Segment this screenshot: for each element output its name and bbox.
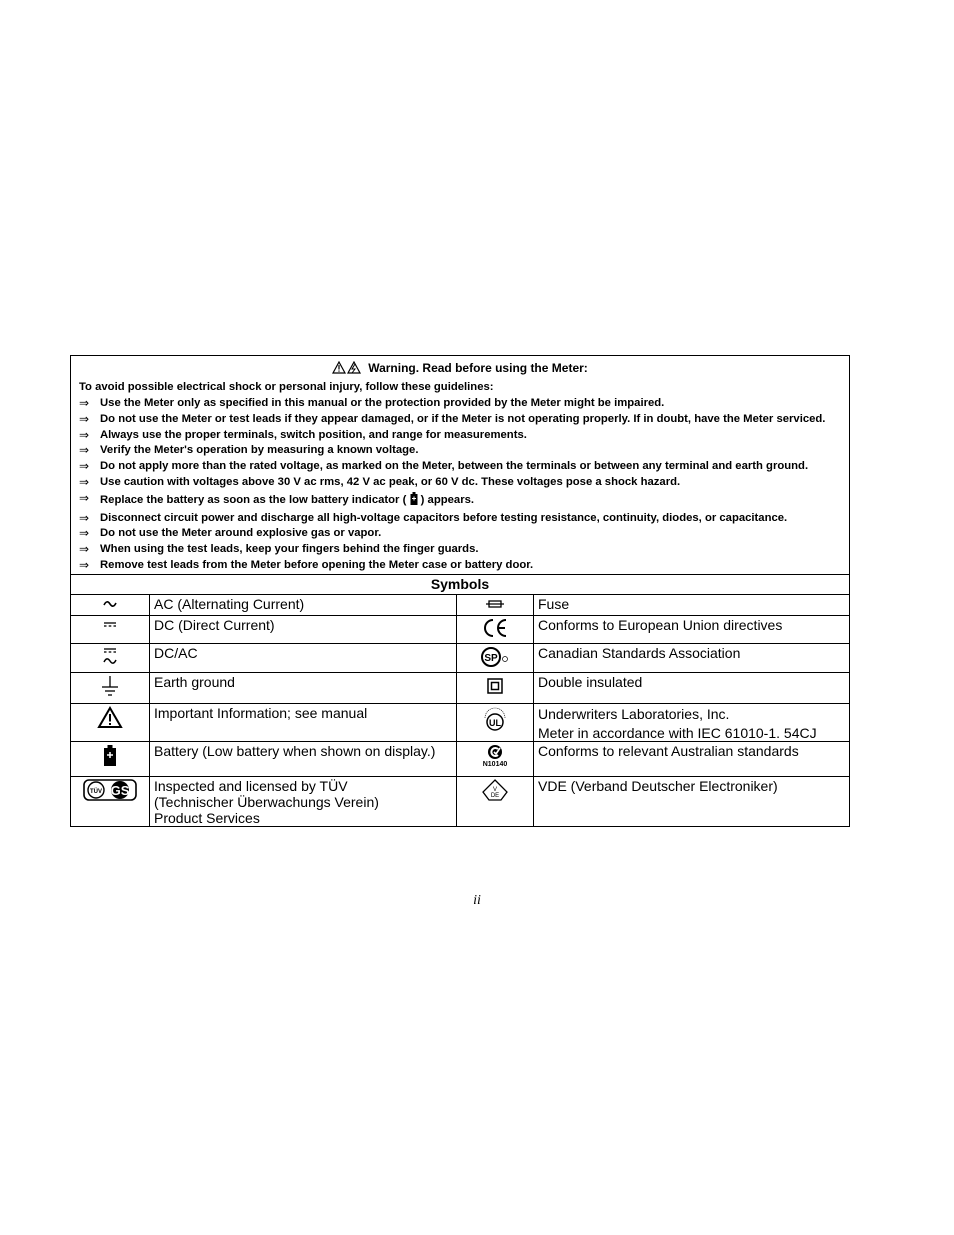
symbol-row	[71, 615, 849, 643]
symbol-description: Important Information; see manual	[150, 703, 457, 741]
symbol-row	[71, 594, 849, 615]
warning-item	[79, 527, 841, 540]
svg-text:V: V	[492, 786, 498, 793]
csa-mark-icon	[480, 652, 510, 672]
battery-icon	[103, 754, 117, 770]
page-number: ii	[473, 893, 481, 908]
ul-mark-icon	[481, 717, 509, 738]
c-tick-icon	[461, 743, 529, 761]
warning-intro: To avoid possible electrical shock or personal injury, follow these guidelines:	[79, 381, 494, 393]
symbol-description: Canadian Standards Association	[534, 643, 850, 672]
svg-text:TÜV: TÜV	[90, 788, 102, 795]
warning-item-text: Verify the Meter's operation by measuring a known voltage.	[100, 444, 419, 457]
symbol-description-line: Inspected and licensed by TÜV	[154, 777, 348, 794]
symbol-description: DC (Direct Current)	[150, 615, 457, 643]
warning-item	[79, 444, 841, 457]
battery-item-text-after: ) appears.	[420, 493, 475, 506]
warning-item-battery	[79, 492, 841, 509]
earth-ground-icon	[100, 685, 120, 701]
svg-text:DE: DE	[490, 792, 500, 799]
symbol-description: Battery (Low battery when shown on display.)	[150, 741, 457, 776]
vde-mark-icon	[481, 786, 509, 805]
warning-title-line	[79, 361, 841, 377]
warning-item-text: When using the test leads, keep your fingers behind the finger guards.	[100, 543, 479, 556]
ac-tilde-icon	[102, 599, 118, 615]
symbol-description: AC (Alternating Current)	[150, 594, 457, 615]
safety-information-box	[70, 355, 850, 827]
bullet-arrow: ⇒	[79, 526, 90, 541]
warning-item-text: Always use the proper terminals, switch position, and range for measurements.	[100, 428, 527, 441]
warning-item-text: Do not use the Meter around explosive gas or vapor.	[100, 527, 382, 540]
bullet-arrow: ⇒	[79, 474, 90, 489]
warning-item-text: Do not use the Meter or test leads if they appear damaged, or if the Meter is not operating properly. If in doubt, have the Meter serviced.	[100, 412, 826, 425]
bullet-arrow: ⇒	[79, 510, 90, 525]
warning-triangle-icon	[97, 718, 123, 734]
symbol-row	[71, 643, 849, 672]
symbols-heading: Symbols	[71, 574, 849, 594]
symbol-description-secondary: Meter in accordance with IEC 61010-1. 54CJ	[538, 724, 817, 741]
svg-text:UL: UL	[489, 717, 501, 728]
warning-item	[79, 476, 841, 489]
battery-icon	[410, 492, 418, 509]
battery-item-text-before: Replace the battery as soon as the low battery indicator (	[100, 493, 407, 506]
warning-item-text: Do not apply more than the rated voltage, as marked on the Meter, between the terminals or between any terminal and earth ground.	[100, 460, 809, 473]
symbol-description: Conforms to relevant Australian standards	[534, 741, 850, 776]
warning-item-text: Use caution with voltages above 30 V ac rms, 42 V ac peak, or 60 V dc. These voltages pose a shock hazard.	[100, 475, 681, 488]
bullet-arrow: ⇒	[79, 411, 90, 426]
ce-mark-icon	[481, 626, 509, 642]
c-tick-number: N10140	[482, 760, 508, 768]
svg-text:SP: SP	[484, 652, 498, 664]
symbol-description: Earth ground	[150, 672, 457, 703]
bullet-arrow: ⇒	[79, 542, 90, 557]
symbol-description: DC/AC	[150, 643, 457, 672]
double-insulated-icon	[485, 685, 505, 701]
symbol-row	[71, 741, 849, 776]
symbol-row	[71, 672, 849, 703]
warning-item-text: Remove test leads from the Meter before opening the Meter case or battery door.	[100, 558, 534, 571]
fuse-icon	[485, 599, 505, 615]
symbol-description: Double insulated	[534, 672, 850, 703]
bullet-arrow: ⇒	[79, 459, 90, 474]
symbols-heading-row	[71, 574, 849, 594]
warning-item	[79, 543, 841, 556]
symbol-description: VDE (Verband Deutscher Electroniker)	[534, 776, 850, 826]
warning-item-text: Use the Meter only as specified in this manual or the protection provided by the Meter might be impaired.	[100, 397, 665, 409]
warning-item	[79, 460, 841, 473]
svg-text:GS: GS	[110, 782, 130, 798]
symbol-description-line: Product Services	[154, 809, 260, 826]
warning-item	[79, 413, 841, 426]
dc-ac-icon	[102, 656, 118, 672]
warning-item	[79, 512, 841, 525]
symbol-description: Conforms to European Union directives	[534, 615, 850, 643]
warning-item	[79, 397, 841, 410]
warning-triangles-icon	[332, 361, 362, 377]
symbols-table	[71, 574, 849, 827]
symbol-description: Underwriters Laboratories, Inc.	[538, 705, 730, 722]
bullet-arrow: ⇒	[79, 396, 90, 410]
bullet-arrow: ⇒	[79, 557, 90, 572]
bullet-arrow: ⇒	[79, 427, 90, 442]
warning-section	[71, 356, 849, 574]
tuv-gs-icon	[83, 782, 137, 805]
bullet-arrow: ⇒	[79, 490, 90, 505]
symbol-description-line: (Technischer Überwachungs Verein)	[154, 793, 379, 810]
symbol-description: Fuse	[534, 594, 850, 615]
warning-item	[79, 429, 841, 442]
warning-title: Warning. Read before using the Meter:	[368, 361, 588, 375]
symbol-row	[71, 703, 849, 741]
warning-item	[79, 559, 841, 572]
dc-icon	[102, 620, 118, 636]
bullet-arrow: ⇒	[79, 443, 90, 458]
warning-item-text: Disconnect circuit power and discharge all high-voltage capacitors before testing resistance, continuity, diodes, or capacitance.	[100, 511, 788, 524]
symbol-row	[71, 776, 849, 826]
